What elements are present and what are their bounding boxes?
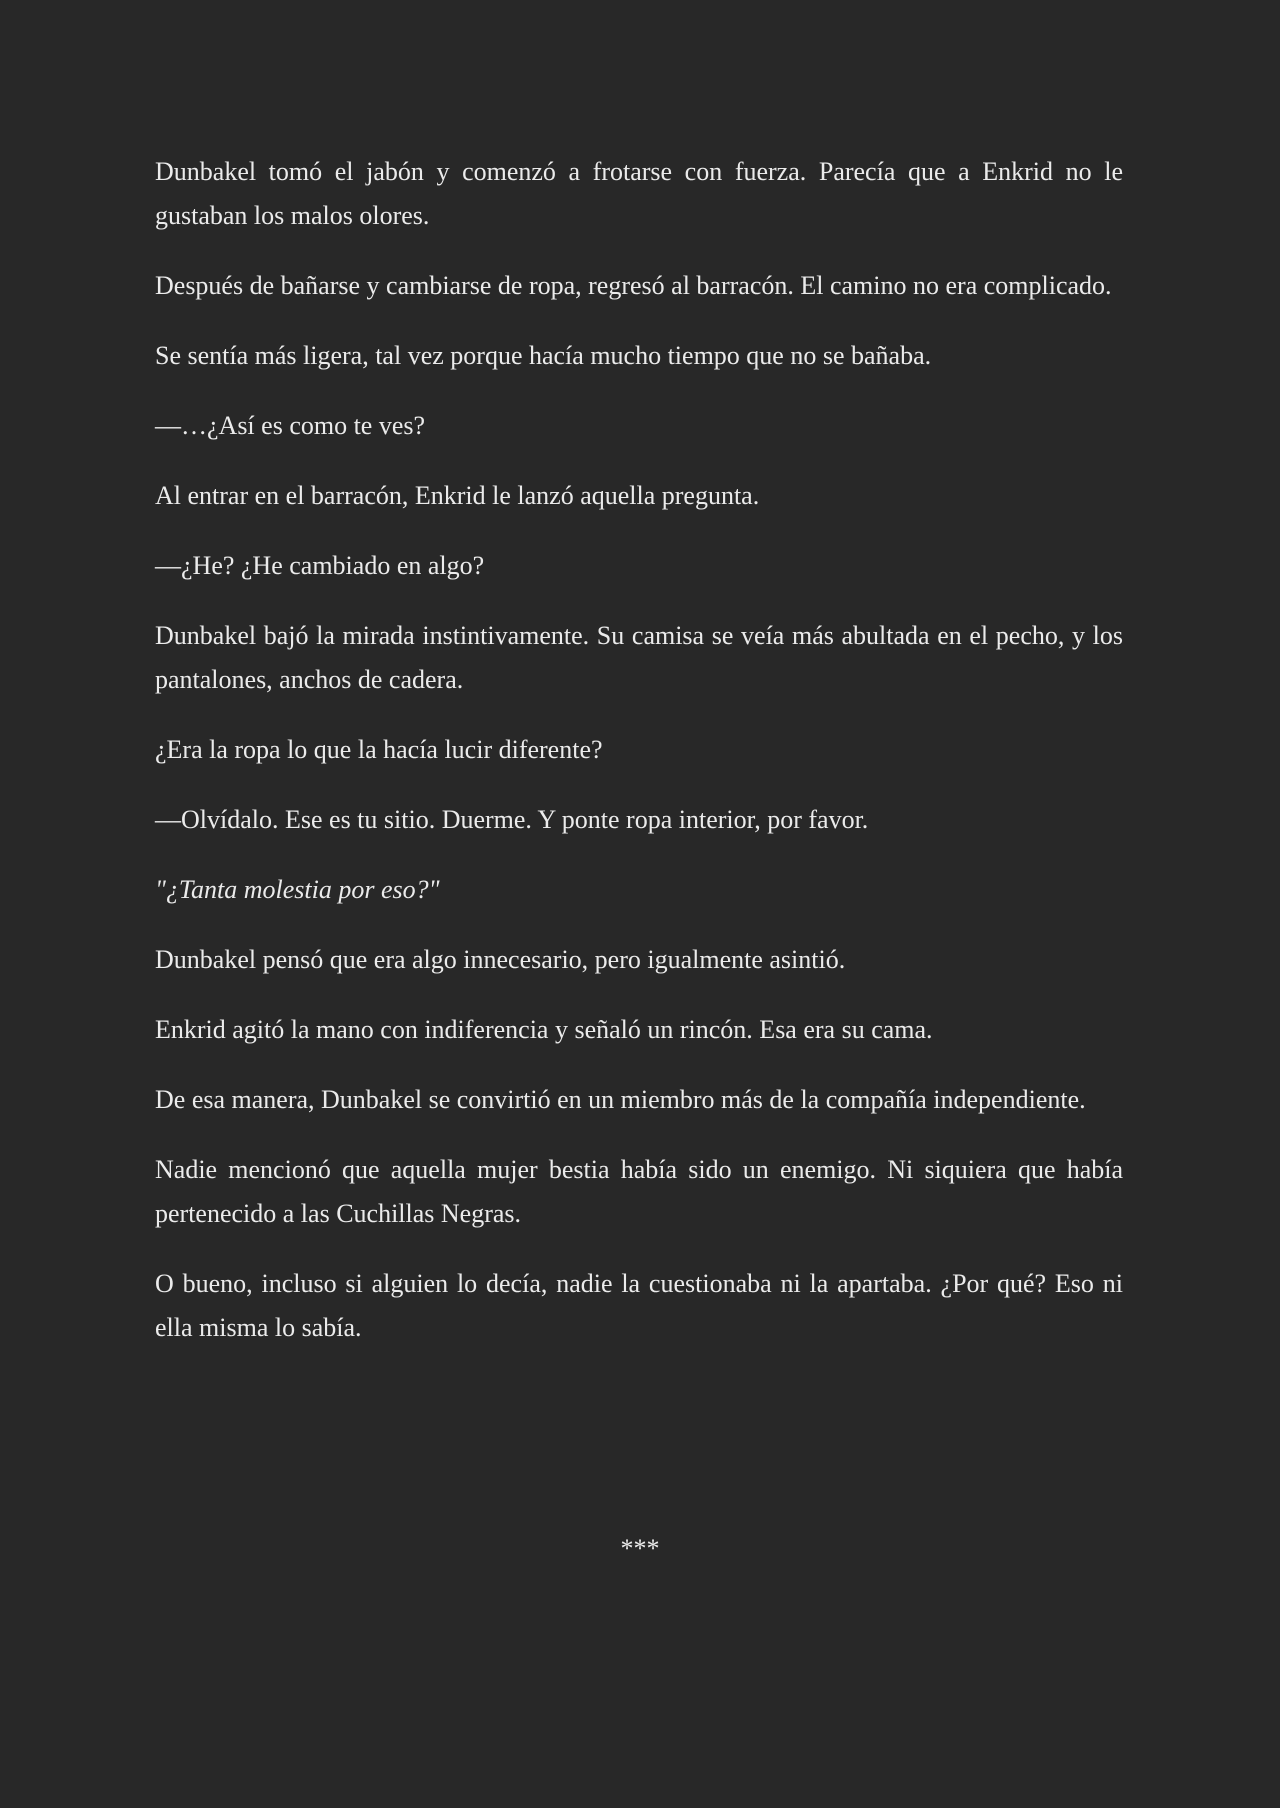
dialogue-paragraph: —Olvídalo. Ese es tu sitio. Duerme. Y ponte ropa interior, por favor. <box>155 805 869 834</box>
paragraph: Enkrid agitó la mano con indiferencia y señaló un rincón. Esa era su cama. <box>155 1015 933 1044</box>
paragraph: Dunbakel tomó el jabón y comenzó a frotarse con fuerza. Parecía que a Enkrid no le gustaban los malos olores. <box>155 157 1123 230</box>
paragraph: Nadie mencionó que aquella mujer bestia había sido un enemigo. Ni siquiera que había pertenecido a las Cuchillas Negras. <box>155 1155 1123 1228</box>
paragraph: ¿Era la ropa lo que la hacía lucir diferente? <box>155 735 603 764</box>
dialogue-paragraph: —¿He? ¿He cambiado en algo? <box>155 551 485 580</box>
paragraph: O bueno, incluso si alguien lo decía, nadie la cuestionaba ni la apartaba. ¿Por qué? Eso ni ella misma lo sabía. <box>155 1269 1123 1342</box>
paragraph: Se sentía más ligera, tal vez porque hacía mucho tiempo que no se bañaba. <box>155 341 932 370</box>
paragraph: Dunbakel bajó la mirada instintivamente. Su camisa se veía más abultada en el pecho, y los pantalones, anchos de cadera. <box>155 621 1123 694</box>
paragraph: Después de bañarse y cambiarse de ropa, regresó al barracón. El camino no era complicado. <box>155 271 1112 300</box>
paragraph: Dunbakel pensó que era algo innecesario, pero igualmente asintió. <box>155 945 846 974</box>
inner-thought-paragraph: "¿Tanta molestia por eso?" <box>155 875 440 904</box>
scene-break: *** <box>620 1534 660 1563</box>
paragraph: De esa manera, Dunbakel se convirtió en un miembro más de la compañía independiente. <box>155 1085 1086 1114</box>
paragraph: Al entrar en el barracón, Enkrid le lanzó aquella pregunta. <box>155 481 760 510</box>
chapter-text <box>155 150 1123 1376</box>
dialogue-paragraph: —…¿Así es como te ves? <box>155 411 426 440</box>
